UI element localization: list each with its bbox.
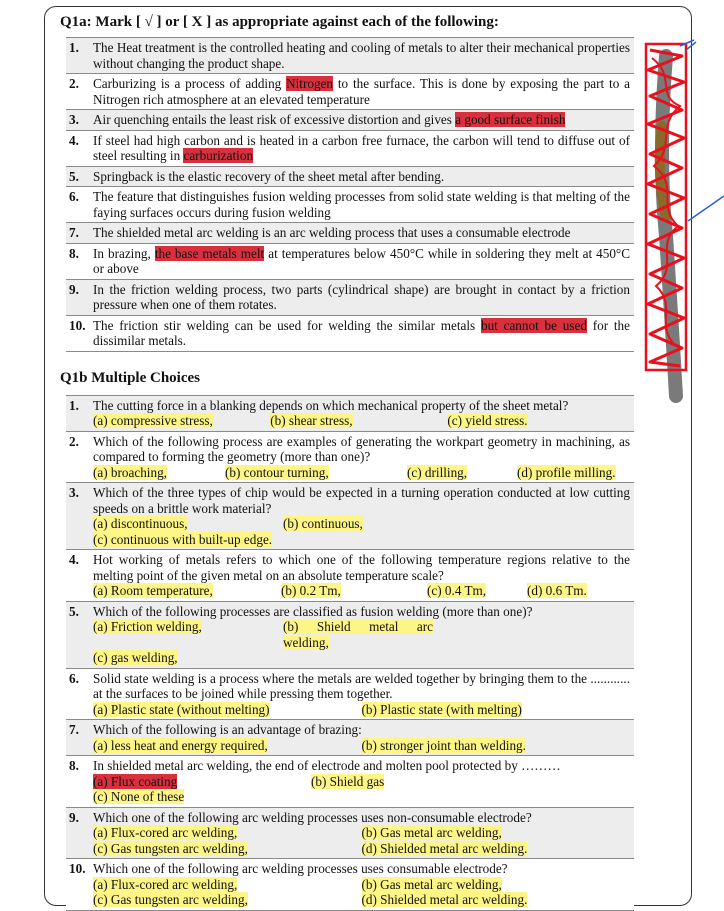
question-cell xyxy=(93,395,634,431)
item-number: 1. xyxy=(66,38,93,74)
yellow-highlight: (c) Gas tungsten arc welding, xyxy=(93,840,248,856)
question-text: Solid state welding is a process where the metals are welded together by bringing them to the ............ at the surfaces to be joined while pressing them together. xyxy=(93,670,630,701)
item-number: 4. xyxy=(66,550,93,602)
item-number: 10. xyxy=(66,859,93,911)
yellow-highlight: (a) Flux-cored arc welding, xyxy=(93,876,238,892)
answer-option[interactable] xyxy=(93,774,311,790)
yellow-highlight: (c) yield stress. xyxy=(447,413,528,428)
question-text: Which one of the following arc welding processes uses non-consumable electrode? xyxy=(93,809,532,825)
yellow-highlight: (a) discontinuous, xyxy=(93,516,188,531)
item-number: 9. xyxy=(66,807,93,859)
red-highlight: the base metals melt xyxy=(154,245,265,261)
yellow-highlight: (a) less heat and energy required, xyxy=(93,737,268,753)
q1a-row xyxy=(66,279,634,315)
yellow-highlight: (b) stronger joint than welding. xyxy=(361,737,526,753)
item-number: 4. xyxy=(66,130,93,166)
red-highlight: (a) Flux coating xyxy=(93,773,178,789)
statement-part: Air quenching entails the least risk of excessive distortion and gives xyxy=(93,112,456,127)
question-text: Which of the following is an advantage of brazing: xyxy=(93,722,362,737)
answer-options xyxy=(93,774,630,805)
yellow-highlight: (a) Flux-cored arc welding, xyxy=(93,825,238,840)
answer-option[interactable] xyxy=(311,774,551,790)
yellow-highlight: (c) 0.4 Tm, xyxy=(427,583,487,598)
statement-part: In the friction welding process, two parts (cylindrical shape) are brought in contact by a friction pressure when one of them rotates. xyxy=(93,281,630,312)
answer-option[interactable] xyxy=(362,738,631,754)
statement-text xyxy=(93,223,634,244)
answer-option[interactable] xyxy=(93,532,293,548)
answer-options xyxy=(93,702,630,718)
question-text: Hot working of metals refers to which one of the following temperature regions relative to the melting point of the given metal on an absolute temperature scale? xyxy=(93,552,630,583)
item-number: 3. xyxy=(66,483,93,550)
pen-blue-line-2 xyxy=(688,196,724,221)
item-number: 9. xyxy=(66,279,93,315)
item-number: 3. xyxy=(66,110,93,131)
statement-text xyxy=(93,130,634,166)
statement-part: for the dissimilar metals. xyxy=(93,317,630,348)
item-number: 5. xyxy=(66,166,93,187)
q1b-row xyxy=(66,807,634,859)
q1b-row xyxy=(66,483,634,550)
q1a-row xyxy=(66,315,634,351)
statement-part: The Heat treatment is the controlled heating and cooling of metals to alter their mechanical properties without changing the product shape. xyxy=(93,40,630,71)
statement-text xyxy=(93,243,634,279)
q1b-title: Q1b Multiple Choices xyxy=(60,369,201,386)
question-text: Which of the following processes are classified as fusion welding (more than one)? xyxy=(93,603,533,619)
answer-option[interactable] xyxy=(427,583,527,599)
q1b-row xyxy=(66,720,634,756)
yellow-highlight: (b) Plastic state (with melting) xyxy=(361,701,522,717)
yellow-highlight: (d) profile milling. xyxy=(517,464,616,480)
statement-part: at temperatures below 450°C while in soldering they melt at 450°C or above xyxy=(93,245,630,276)
yellow-highlight: (a) Room temperature, xyxy=(93,583,213,598)
pen-blue-line xyxy=(680,40,696,50)
answer-options xyxy=(93,583,630,599)
question-cell xyxy=(93,807,634,859)
q1a-row xyxy=(66,187,634,223)
question-cell xyxy=(93,483,634,550)
answer-option[interactable] xyxy=(93,516,283,532)
answer-options xyxy=(93,516,630,547)
answer-option[interactable] xyxy=(447,413,624,429)
item-number: 7. xyxy=(66,223,93,244)
answer-option[interactable] xyxy=(93,825,362,841)
yellow-highlight: (c) None of these xyxy=(93,789,185,804)
answer-option[interactable] xyxy=(93,892,362,908)
q1a-row xyxy=(66,74,634,110)
question-cell xyxy=(93,550,634,602)
yellow-highlight: (d) 0.6 Tm. xyxy=(527,583,587,598)
answer-option[interactable] xyxy=(93,738,362,754)
question-text: Which of the following process are examples of generating the workpart geometry in machining, as compared to forming the geometry (more than one)? xyxy=(93,433,630,464)
statement-part: In brazing, xyxy=(93,245,155,261)
answer-option[interactable] xyxy=(362,841,631,857)
yellow-highlight: (c) Gas tungsten arc welding, xyxy=(93,892,248,907)
answer-option[interactable] xyxy=(93,789,184,805)
yellow-highlight: (b) Shield gas xyxy=(311,773,385,789)
answer-option[interactable] xyxy=(93,465,225,481)
yellow-highlight: (b) contour turning, xyxy=(225,464,329,480)
item-number: 10. xyxy=(66,315,93,351)
answer-option[interactable] xyxy=(93,841,362,857)
yellow-highlight: (d) Shielded metal arc welding. xyxy=(361,840,528,856)
question-cell xyxy=(93,601,634,668)
statement-part: to the surface. This is done by exposing the part to a Nitrogen rich atmosphere at an elevated temperature xyxy=(93,76,630,107)
q1a-row xyxy=(66,110,634,131)
item-number: 2. xyxy=(66,74,93,110)
yellow-highlight: (b) Shield metal arc welding, xyxy=(283,619,433,650)
statement-part: Carburizing is a process of adding xyxy=(93,76,287,91)
statement-text xyxy=(93,279,634,315)
answer-option[interactable] xyxy=(93,413,270,429)
item-number: 5. xyxy=(66,601,93,668)
answer-options xyxy=(93,738,630,754)
item-number: 7. xyxy=(66,720,93,756)
answer-options xyxy=(93,413,630,429)
answer-options xyxy=(93,825,630,856)
answer-option[interactable] xyxy=(93,877,362,893)
question-cell xyxy=(93,668,634,720)
q1a-row xyxy=(66,130,634,166)
yellow-highlight: (b) Gas metal arc welding, xyxy=(361,876,502,892)
document-body xyxy=(60,10,640,911)
yellow-highlight: (b) shear stress, xyxy=(270,413,353,428)
q1b-table xyxy=(66,395,634,911)
q1a-table xyxy=(66,37,634,352)
statement-part: The shielded metal arc welding is an arc welding process that uses a consumable electrode xyxy=(93,225,571,240)
statement-part: The friction stir welding can be used for welding the similar metals xyxy=(93,317,481,333)
question-cell xyxy=(93,720,634,756)
question-text: Which one of the following arc welding processes uses consumable electrode? xyxy=(93,861,508,876)
answer-option[interactable] xyxy=(283,619,433,650)
yellow-highlight: (b) Gas metal arc welding, xyxy=(361,825,502,840)
answer-option[interactable] xyxy=(362,892,631,908)
question-cell xyxy=(93,431,634,483)
answer-options xyxy=(93,619,630,666)
red-highlight: a good surface finish xyxy=(455,112,566,127)
statement-part: If steel had high carbon and is heated in a carbon free furnace, the carbon will tend to diffuse out of steel resulting in xyxy=(93,132,630,163)
q1a-row xyxy=(66,38,634,74)
yellow-highlight: (a) Friction welding, xyxy=(93,619,202,634)
yellow-highlight: (a) Plastic state (without melting) xyxy=(93,701,270,717)
red-highlight: Nitrogen xyxy=(286,76,333,91)
answer-option[interactable] xyxy=(517,465,616,481)
q1a-row xyxy=(66,243,634,279)
q1b-row xyxy=(66,756,634,808)
yellow-highlight: (a) broaching, xyxy=(93,464,167,480)
handwritten-scribble xyxy=(636,36,724,406)
answer-option[interactable] xyxy=(93,650,293,666)
item-number: 2. xyxy=(66,431,93,483)
statement-part: The feature that distinguishes fusion welding processes from solid state welding is that melting of the faying surfaces occurs during fusion welding xyxy=(93,189,630,220)
q1b-row xyxy=(66,601,634,668)
q1b-row xyxy=(66,395,634,431)
q1b-row xyxy=(66,431,634,483)
yellow-highlight: (c) continuous with built-up edge. xyxy=(93,531,273,547)
yellow-highlight: (c) drilling, xyxy=(407,464,468,480)
q1a-row xyxy=(66,223,634,244)
answer-option[interactable] xyxy=(527,583,587,599)
question-cell xyxy=(93,859,634,911)
red-highlight: but cannot be used xyxy=(480,317,587,333)
yellow-highlight: (b) continuous, xyxy=(283,516,363,531)
item-number: 8. xyxy=(66,756,93,808)
q1b-row xyxy=(66,668,634,720)
q1a-row xyxy=(66,166,634,187)
question-text: Which of the three types of chip would be expected in a turning operation conducted at low cutting speeds on a brittle work material? xyxy=(93,485,630,516)
answer-option[interactable] xyxy=(362,825,631,841)
red-highlight: carburization xyxy=(183,148,254,163)
statement-part: Springback is the elastic recovery of the sheet metal after bending. xyxy=(93,168,445,184)
statement-text xyxy=(93,315,634,351)
statement-text xyxy=(93,74,634,110)
yellow-highlight: (b) 0.2 Tm, xyxy=(281,583,341,598)
answer-option[interactable] xyxy=(270,413,447,429)
question-text: The cutting force in a blanking depends on which mechanical property of the sheet metal? xyxy=(93,397,569,413)
answer-option[interactable] xyxy=(362,702,631,718)
answer-options xyxy=(93,465,630,481)
item-number: 6. xyxy=(66,187,93,223)
answer-option[interactable] xyxy=(407,465,517,481)
statement-text xyxy=(93,38,634,74)
answer-option[interactable] xyxy=(281,583,427,599)
yellow-highlight: (c) gas welding, xyxy=(93,650,178,665)
question-text: In shielded metal arc welding, the end of electrode and molten pool protected by ……… xyxy=(93,758,561,773)
answer-option[interactable] xyxy=(93,583,281,599)
answer-option[interactable] xyxy=(283,516,433,532)
q1b-row xyxy=(66,859,634,911)
answer-options xyxy=(93,877,630,908)
statement-text xyxy=(93,110,634,131)
item-number: 6. xyxy=(66,668,93,720)
answer-option[interactable] xyxy=(225,465,407,481)
q1b-row xyxy=(66,550,634,602)
answer-option[interactable] xyxy=(93,619,283,650)
statement-text xyxy=(93,187,634,223)
question-cell xyxy=(93,756,634,808)
yellow-highlight: (d) Shielded metal arc welding. xyxy=(361,892,528,907)
statement-text xyxy=(93,166,634,187)
yellow-highlight: (a) compressive stress, xyxy=(93,413,213,428)
answer-option[interactable] xyxy=(93,702,362,718)
answer-option[interactable] xyxy=(362,877,631,893)
item-number: 8. xyxy=(66,243,93,279)
q1a-title: Q1a: Mark [ √ ] or [ X ] as appropriate against each of the following: xyxy=(60,14,499,30)
item-number: 1. xyxy=(66,395,93,431)
